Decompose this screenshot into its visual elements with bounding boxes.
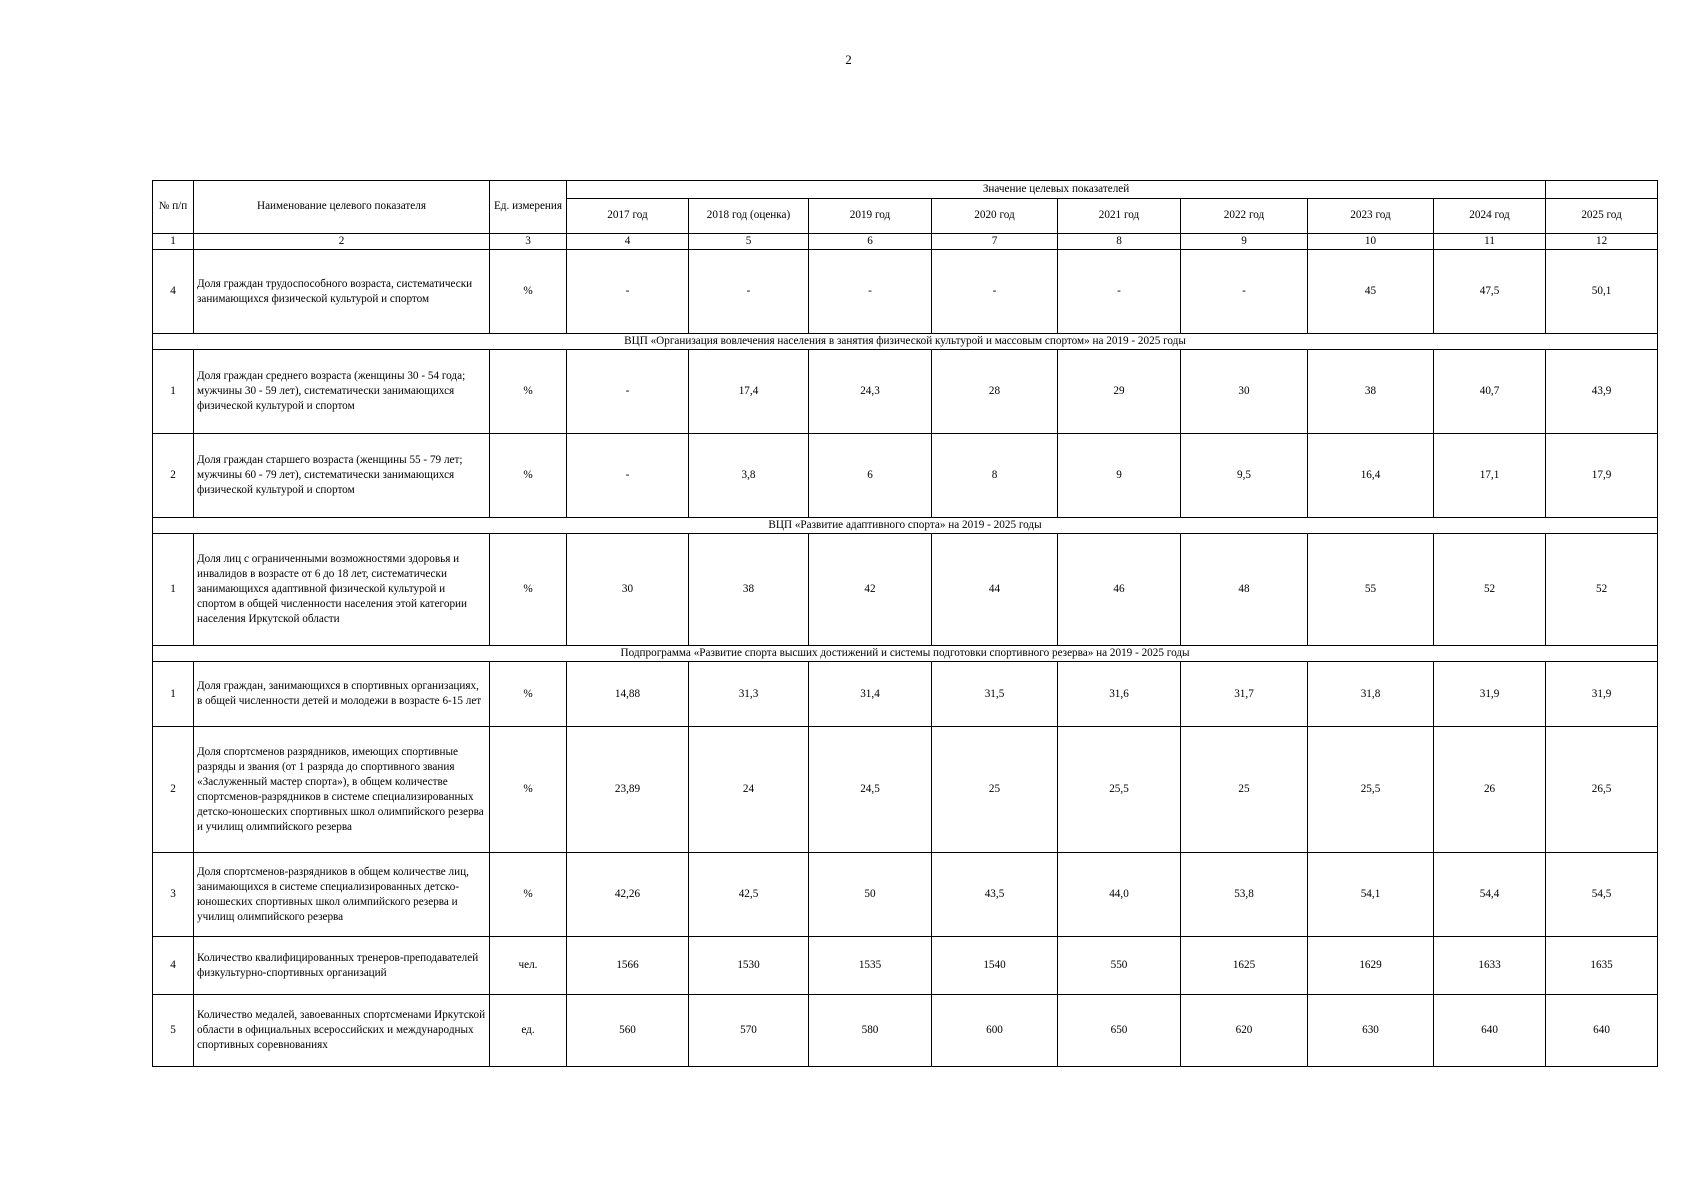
- unit-cell: %: [490, 250, 567, 334]
- value-cell: 3,8: [689, 434, 809, 518]
- value-cell: 53,8: [1181, 853, 1308, 937]
- value-cell: 42,5: [689, 853, 809, 937]
- value-cell: -: [932, 250, 1058, 334]
- value-cell: 31,3: [689, 662, 809, 727]
- value-cell: -: [1181, 250, 1308, 334]
- value-cell: 23,89: [567, 727, 689, 853]
- indicator-name: Доля спортсменов-разрядников в общем количестве лиц, занимающихся в системе специализированных детско-юношеских спортивных школ олимпийского резерва и училищ олимпийского резерва: [194, 853, 490, 937]
- unit-cell: ед.: [490, 995, 567, 1067]
- section-title: ВЦП «Развитие адаптивного спорта» на 2019 - 2025 годы: [153, 518, 1658, 534]
- row-number: 2: [153, 727, 194, 853]
- value-cell: 6: [809, 434, 932, 518]
- row-number: 4: [153, 937, 194, 995]
- year-2019: 2019 год: [809, 199, 932, 234]
- row-number: 1: [153, 534, 194, 646]
- table-row: [153, 853, 1658, 937]
- header-unit: Ед. измерения: [490, 181, 567, 234]
- table-body: [153, 250, 1658, 1067]
- value-cell: 43,9: [1546, 350, 1658, 434]
- value-cell: 580: [809, 995, 932, 1067]
- section-row: [153, 518, 1658, 534]
- indicators-table: [152, 180, 1658, 1067]
- year-2017: 2017 год: [567, 199, 689, 234]
- value-cell: 25,5: [1058, 727, 1181, 853]
- header-row-top: [153, 181, 1658, 199]
- unit-cell: %: [490, 434, 567, 518]
- col-number: 3: [490, 234, 567, 250]
- table-row: [153, 350, 1658, 434]
- col-number: 8: [1058, 234, 1181, 250]
- value-cell: 31,4: [809, 662, 932, 727]
- value-cell: 17,9: [1546, 434, 1658, 518]
- header-name: Наименование целевого показателя: [194, 181, 490, 234]
- value-cell: 54,1: [1308, 853, 1434, 937]
- value-cell: 45: [1308, 250, 1434, 334]
- unit-cell: %: [490, 534, 567, 646]
- value-cell: 24,5: [809, 727, 932, 853]
- value-cell: 17,4: [689, 350, 809, 434]
- value-cell: 54,5: [1546, 853, 1658, 937]
- indicator-name: Количество медалей, завоеванных спортсменами Иркутской области в официальных всероссийских и международных спортивных соревнованиях: [194, 995, 490, 1067]
- value-cell: 42,26: [567, 853, 689, 937]
- value-cell: -: [567, 434, 689, 518]
- value-cell: 52: [1434, 534, 1546, 646]
- col-number: 12: [1546, 234, 1658, 250]
- value-cell: 25,5: [1308, 727, 1434, 853]
- value-cell: 44: [932, 534, 1058, 646]
- value-cell: 31,7: [1181, 662, 1308, 727]
- value-cell: 31,8: [1308, 662, 1434, 727]
- value-cell: 30: [1181, 350, 1308, 434]
- table-row: [153, 727, 1658, 853]
- table-row: [153, 250, 1658, 334]
- year-2018: 2018 год (оценка): [689, 199, 809, 234]
- col-number: 4: [567, 234, 689, 250]
- row-number: 2: [153, 434, 194, 518]
- value-cell: 24,3: [809, 350, 932, 434]
- col-number: 11: [1434, 234, 1546, 250]
- value-cell: 620: [1181, 995, 1308, 1067]
- value-cell: 8: [932, 434, 1058, 518]
- year-2022: 2022 год: [1181, 199, 1308, 234]
- value-cell: 50,1: [1546, 250, 1658, 334]
- value-cell: 43,5: [932, 853, 1058, 937]
- value-cell: 640: [1546, 995, 1658, 1067]
- value-cell: 26,5: [1546, 727, 1658, 853]
- section-row: [153, 646, 1658, 662]
- page-number: 2: [845, 52, 852, 67]
- value-cell: 29: [1058, 350, 1181, 434]
- value-cell: 1535: [809, 937, 932, 995]
- value-cell: 46: [1058, 534, 1181, 646]
- value-cell: 42: [809, 534, 932, 646]
- indicator-name: Доля граждан старшего возраста (женщины 55 - 79 лет; мужчины 60 - 79 лет), систематически занимающихся физической культурой и спортом: [194, 434, 490, 518]
- value-cell: -: [689, 250, 809, 334]
- value-cell: 48: [1181, 534, 1308, 646]
- value-cell: 30: [567, 534, 689, 646]
- year-2020: 2020 год: [932, 199, 1058, 234]
- value-cell: 1633: [1434, 937, 1546, 995]
- value-cell: 55: [1308, 534, 1434, 646]
- value-cell: 25: [932, 727, 1058, 853]
- value-cell: 600: [932, 995, 1058, 1067]
- value-cell: 31,5: [932, 662, 1058, 727]
- year-2024: 2024 год: [1434, 199, 1546, 234]
- indicator-name: Доля граждан трудоспособного возраста, систематически занимающихся физической культурой и спортом: [194, 250, 490, 334]
- header-row-numbers: [153, 234, 1658, 250]
- value-cell: 38: [689, 534, 809, 646]
- year-2025: 2025 год: [1546, 199, 1658, 234]
- value-cell: 50: [809, 853, 932, 937]
- header-empty-cell: [1546, 181, 1658, 199]
- value-cell: 40,7: [1434, 350, 1546, 434]
- row-number: 5: [153, 995, 194, 1067]
- value-cell: -: [567, 350, 689, 434]
- unit-cell: чел.: [490, 937, 567, 995]
- header-values-title: Значение целевых показателей: [567, 181, 1546, 199]
- value-cell: 28: [932, 350, 1058, 434]
- indicator-name: Доля лиц с ограниченными возможностями здоровья и инвалидов в возрасте от 6 до 18 лет, систематически занимающихся адаптивной физической культурой и спортом в общей численности населения этой категории населения Иркутской области: [194, 534, 490, 646]
- unit-cell: %: [490, 350, 567, 434]
- value-cell: 25: [1181, 727, 1308, 853]
- value-cell: 9: [1058, 434, 1181, 518]
- value-cell: 1530: [689, 937, 809, 995]
- row-number: 1: [153, 662, 194, 727]
- table-row: [153, 434, 1658, 518]
- value-cell: 16,4: [1308, 434, 1434, 518]
- year-2023: 2023 год: [1308, 199, 1434, 234]
- value-cell: -: [809, 250, 932, 334]
- value-cell: 54,4: [1434, 853, 1546, 937]
- value-cell: 570: [689, 995, 809, 1067]
- value-cell: 1635: [1546, 937, 1658, 995]
- year-2021: 2021 год: [1058, 199, 1181, 234]
- col-number: 9: [1181, 234, 1308, 250]
- unit-cell: %: [490, 662, 567, 727]
- col-number: 5: [689, 234, 809, 250]
- indicator-name: Количество квалифицированных тренеров-преподавателей физкультурно-спортивных организаций: [194, 937, 490, 995]
- value-cell: 14,88: [567, 662, 689, 727]
- value-cell: 26: [1434, 727, 1546, 853]
- value-cell: 1629: [1308, 937, 1434, 995]
- value-cell: 31,9: [1434, 662, 1546, 727]
- value-cell: 1625: [1181, 937, 1308, 995]
- value-cell: 44,0: [1058, 853, 1181, 937]
- value-cell: 560: [567, 995, 689, 1067]
- value-cell: 52: [1546, 534, 1658, 646]
- header-num: № п/п: [153, 181, 194, 234]
- value-cell: 31,9: [1546, 662, 1658, 727]
- unit-cell: %: [490, 853, 567, 937]
- col-number: 2: [194, 234, 490, 250]
- indicator-name: Доля граждан среднего возраста (женщины 30 - 54 года; мужчины 30 - 59 лет), систематически занимающихся физической культурой и спортом: [194, 350, 490, 434]
- value-cell: 550: [1058, 937, 1181, 995]
- col-number: 7: [932, 234, 1058, 250]
- value-cell: 640: [1434, 995, 1546, 1067]
- row-number: 3: [153, 853, 194, 937]
- section-title: ВЦП «Организация вовлечения населения в занятия физической культурой и массовым спортом» на 2019 - 2025 годы: [153, 334, 1658, 350]
- row-number: 1: [153, 350, 194, 434]
- value-cell: -: [567, 250, 689, 334]
- value-cell: -: [1058, 250, 1181, 334]
- indicator-name: Доля спортсменов разрядников, имеющих спортивные разряды и звания (от 1 разряда до спортивного звания «Заслуженный мастер спорта»), в общем количестве спортсменов-разрядников в системе специализированных детско-юношеских спортивных школ олимпийского резерва и училищ олимпийского резерва: [194, 727, 490, 853]
- indicator-name: Доля граждан, занимающихся в спортивных организациях, в общей численности детей и молодежи в возрасте 6-15 лет: [194, 662, 490, 727]
- value-cell: 38: [1308, 350, 1434, 434]
- value-cell: 650: [1058, 995, 1181, 1067]
- value-cell: 1540: [932, 937, 1058, 995]
- col-number: 6: [809, 234, 932, 250]
- table-row: [153, 995, 1658, 1067]
- unit-cell: %: [490, 727, 567, 853]
- row-number: 4: [153, 250, 194, 334]
- value-cell: 17,1: [1434, 434, 1546, 518]
- col-number: 1: [153, 234, 194, 250]
- value-cell: 31,6: [1058, 662, 1181, 727]
- table-row: [153, 937, 1658, 995]
- value-cell: 9,5: [1181, 434, 1308, 518]
- table-row: [153, 534, 1658, 646]
- value-cell: 630: [1308, 995, 1434, 1067]
- section-row: [153, 334, 1658, 350]
- value-cell: 47,5: [1434, 250, 1546, 334]
- value-cell: 24: [689, 727, 809, 853]
- table-row: [153, 662, 1658, 727]
- col-number: 10: [1308, 234, 1434, 250]
- section-title: Подпрограмма «Развитие спорта высших достижений и системы подготовки спортивного резерва» на 2019 - 2025 годы: [153, 646, 1658, 662]
- value-cell: 1566: [567, 937, 689, 995]
